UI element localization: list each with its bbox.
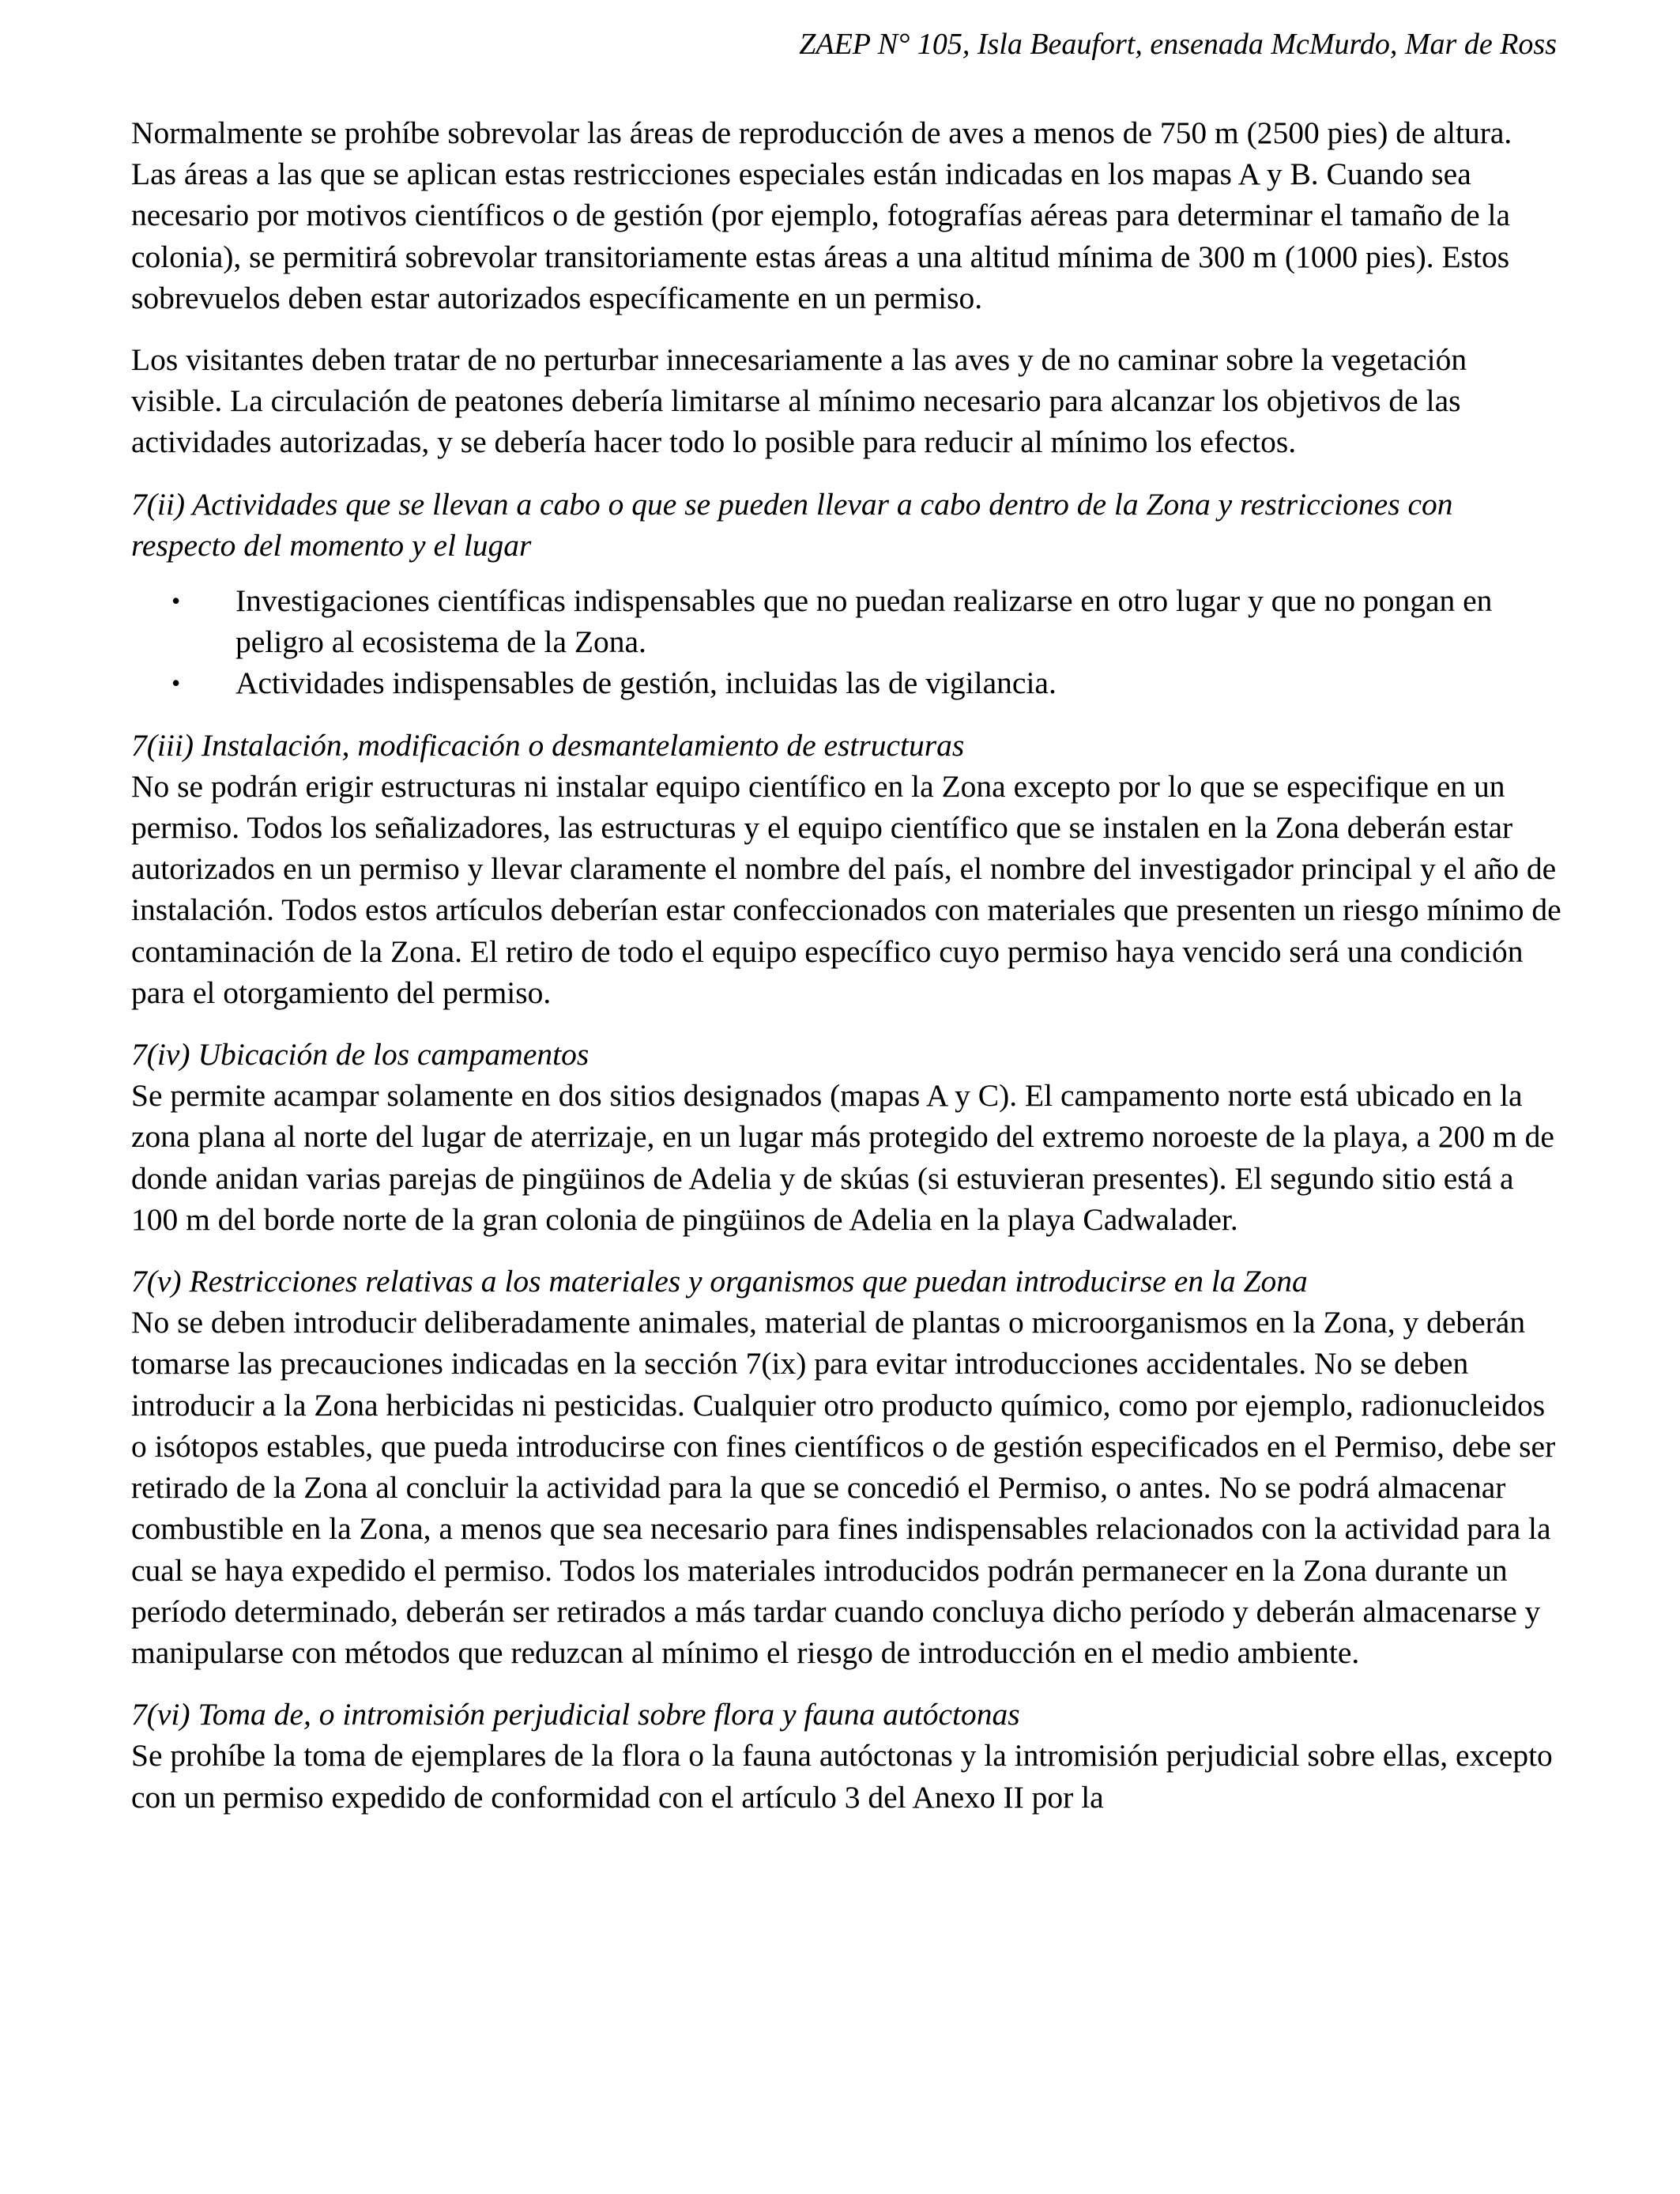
section-7iii-body: No se podrán erigir estructuras ni instalar equipo científico en la Zona excepto por lo que se especifique en un permiso. Todos los señalizadores, las estructuras y el equipo científico que se instalen en la Zona deberán estar autorizados en un permiso y llevar claramente el nombre del país, el nombre del investigador principal y el año de instalación. Todos estos artículos deberían estar confeccionados con materiales que presenten un riesgo mínimo de contaminación de la Zona. El retiro de todo el equipo específico cuyo permiso haya vencido será una condición para el otorgamiento del permiso. <box>131 768 1561 1010</box>
section-7ii <box>131 484 1561 566</box>
bullet-icon: • <box>171 586 181 616</box>
document-body <box>131 112 1561 1818</box>
bullet-text: Actividades indispensables de gestión, incluidas las de vigilancia. <box>235 665 1057 701</box>
section-7iii <box>131 725 1561 1013</box>
paragraph-overflight-restrictions: Normalmente se prohíbe sobrevolar las áreas de reproducción de aves a menos de 750 m (2500 pies) de altura. Las áreas a las que se aplican estas restricciones especiales están indicadas en los mapas A y B. Cuando sea necesario por motivos científicos o de gestión (por ejemplo, fotografías aéreas para determinar el tamaño de la colonia), se permitirá sobrevolar transitoriamente estas áreas a una altitud mínima de 300 m (1000 pies). Estos sobrevuelos deben estar autorizados específicamente en un permiso. <box>131 115 1512 315</box>
section-7iii-heading: 7(iii) Instalación, modificación o desmantelamiento de estructuras <box>131 727 965 763</box>
list-item <box>131 662 1561 703</box>
running-header: ZAEP N° 105, Isla Beaufort, ensenada McMurdo, Mar de Ross <box>799 28 1557 61</box>
list-item <box>131 580 1561 662</box>
section-7iv-body: Se permite acampar solamente en dos sitios designados (mapas A y C). El campamento norte está ubicado en la zona plana al norte del lugar de aterrizaje, en un lugar más protegido del extremo noroeste de la playa, a 200 m de donde anidan varias parejas de pingüinos de Adelia y de skúas (si estuvieran presentes). El segundo sitio está a 100 m del borde norte de la gran colonia de pingüinos de Adelia en la playa Cadwalader. <box>131 1078 1554 1237</box>
section-7ii-bullet-list <box>131 580 1561 704</box>
section-7iv <box>131 1034 1561 1240</box>
bullet-text: Investigaciones científicas indispensables que no puedan realizarse en otro lugar y que no pongan en peligro al ecosistema de la Zona. <box>235 583 1493 660</box>
section-7vi-heading: 7(vi) Toma de, o intromisión perjudicial sobre flora y fauna autóctonas <box>131 1697 1020 1732</box>
paragraph-visitor-conduct: Los visitantes deben tratar de no perturbar innecesariamente a las aves y de no caminar sobre la vegetación visible. La circulación de peatones debería limitarse al mínimo necesario para alcanzar los objetivos de las actividades autorizadas, y se debería hacer todo lo posible para reducir al mínimo los efectos. <box>131 342 1467 460</box>
bullet-icon: • <box>171 669 181 698</box>
section-7v-heading: 7(v) Restricciones relativas a los materiales y organismos que puedan introducirse en la Zona <box>131 1264 1308 1299</box>
section-7vi <box>131 1694 1561 1818</box>
section-7v-body: No se deben introducir deliberadamente animales, material de plantas o microorganismos en la Zona, y deberán tomarse las precauciones indicadas en la sección 7(ix) para evitar introducciones accidentales. No se deben introducir a la Zona herbicidas ni pesticidas. Cualquier otro producto químico, como por ejemplo, radionucleidos o isótopos estables, que pueda introducirse con fines científicos o de gestión especificados en el Permiso, debe ser retirado de la Zona al concluir la actividad para la que se concedió el Permiso, o antes. No se podrá almacenar combustible en la Zona, a menos que sea necesario para fines indispensables relacionados con la actividad para la cual se haya expedido el permiso. Todos los materiales introducidos podrán permanecer en la Zona durante un período determinado, deberán ser retirados a más tardar cuando concluya dicho período y deberán almacenarse y manipularse con métodos que reduzcan al mínimo el riesgo de introducción en el medio ambiente. <box>131 1305 1556 1670</box>
section-7vi-body: Se prohíbe la toma de ejemplares de la flora o la fauna autóctonas y la intromisión perjudicial sobre ellas, excepto con un permiso expedido de conformidad con el artículo 3 del Anexo II por la <box>131 1738 1553 1815</box>
section-7v <box>131 1261 1561 1673</box>
section-7iv-heading: 7(iv) Ubicación de los campamentos <box>131 1037 590 1072</box>
section-7ii-heading: 7(ii) Actividades que se llevan a cabo o que se pueden llevar a cabo dentro de la Zona y restricciones con respecto del momento y el lugar <box>131 486 1453 563</box>
